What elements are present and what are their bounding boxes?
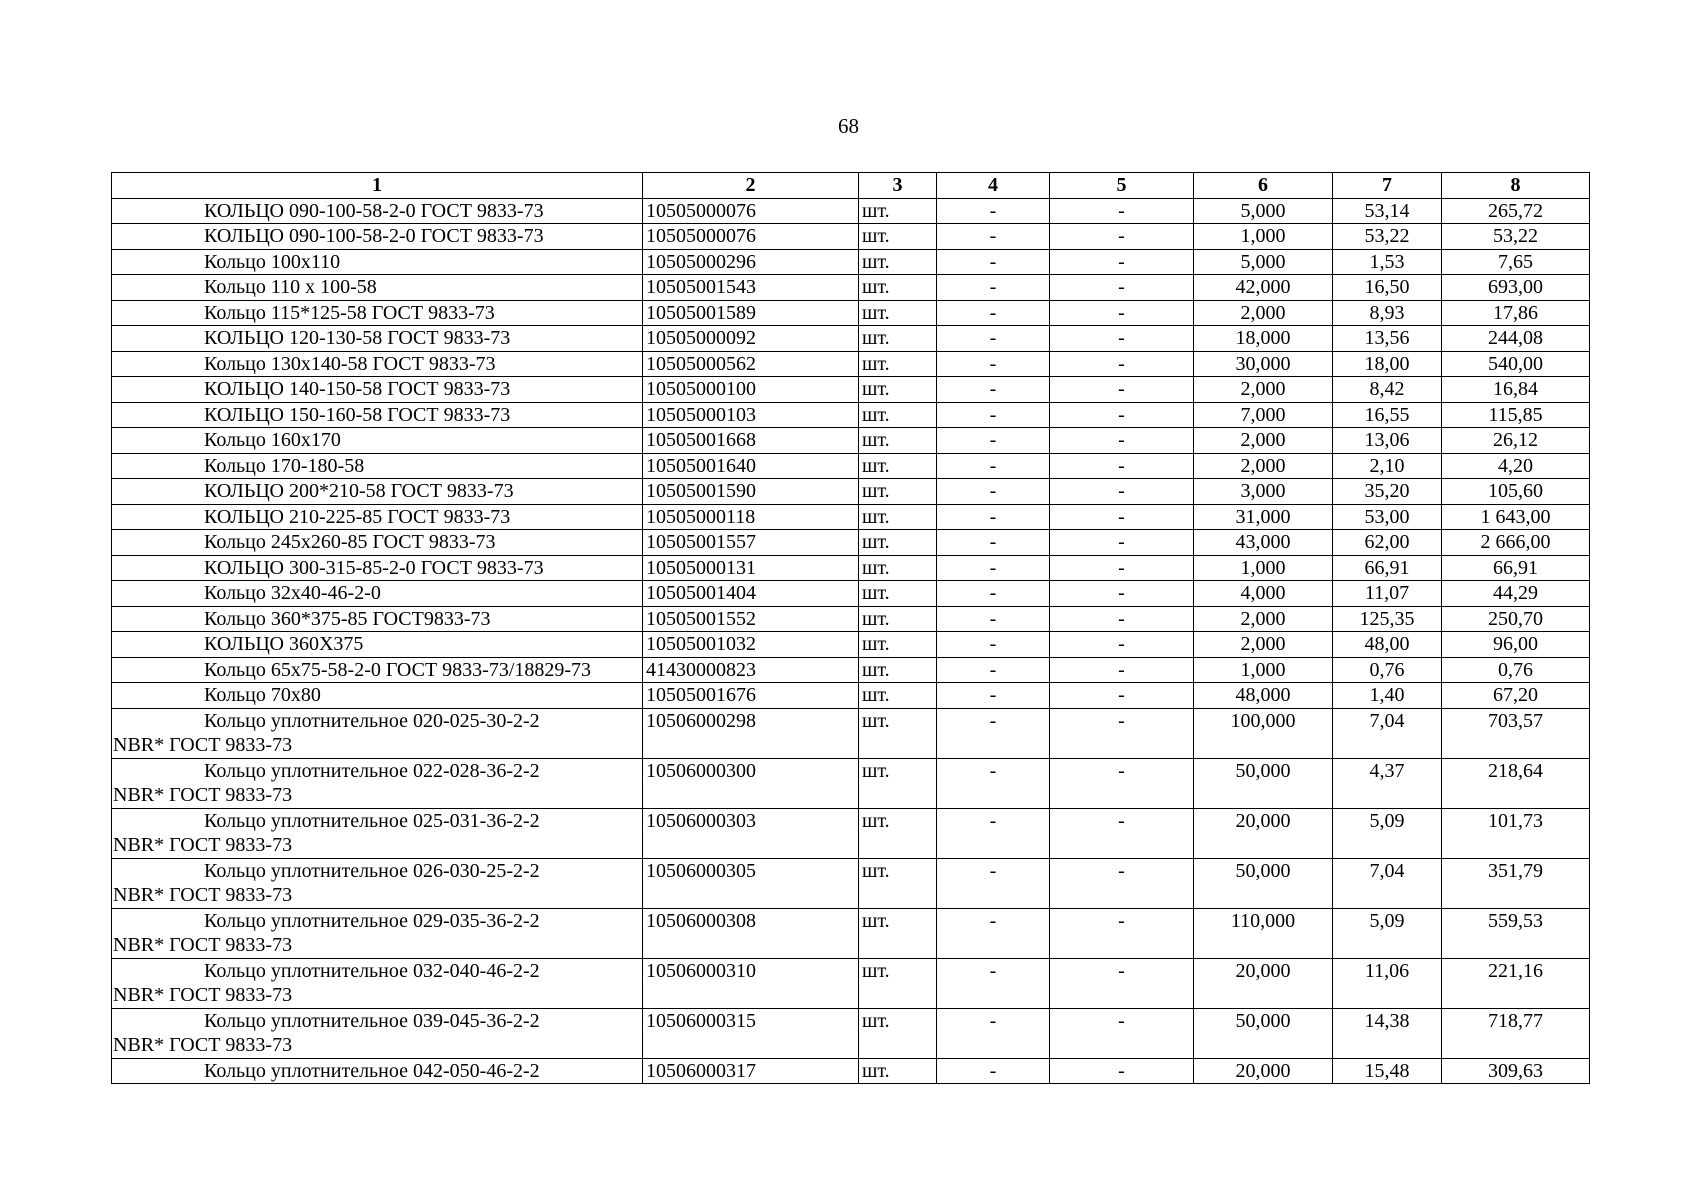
item-price: 14,38 xyxy=(1333,1008,1442,1058)
item-unit: шт. xyxy=(859,606,937,632)
item-unit: шт. xyxy=(859,224,937,250)
item-price: 11,07 xyxy=(1333,581,1442,607)
item-col4: - xyxy=(937,326,1050,352)
item-sum: 309,63 xyxy=(1442,1058,1590,1084)
item-code: 10505001640 xyxy=(643,453,859,479)
item-name-cell xyxy=(112,402,643,428)
item-unit: шт. xyxy=(859,428,937,454)
item-price: 66,91 xyxy=(1333,555,1442,581)
column-header: 5 xyxy=(1050,173,1194,199)
item-col4: - xyxy=(937,249,1050,275)
item-sum: 540,00 xyxy=(1442,351,1590,377)
item-unit: шт. xyxy=(859,1058,937,1084)
item-col5: - xyxy=(1050,300,1194,326)
item-name-continuation: NBR* ГОСТ 9833-73 xyxy=(113,934,293,956)
item-unit: шт. xyxy=(859,530,937,556)
table-row xyxy=(112,377,1590,403)
item-col5: - xyxy=(1050,758,1194,808)
item-name: КОЛЬЦО 360Х375 xyxy=(204,633,364,655)
table-row xyxy=(112,958,1590,1008)
item-name-cell xyxy=(112,530,643,556)
item-col5: - xyxy=(1050,224,1194,250)
item-name: Кольцо 170-180-58 xyxy=(204,454,365,477)
item-col5: - xyxy=(1050,377,1194,403)
item-unit: шт. xyxy=(859,858,937,908)
item-name: КОЛЬЦО 120-130-58 ГОСТ 9833-73 xyxy=(204,327,511,349)
item-unit: шт. xyxy=(859,958,937,1008)
item-quantity: 110,000 xyxy=(1194,908,1333,958)
item-quantity: 2,000 xyxy=(1194,632,1333,658)
item-sum: 718,77 xyxy=(1442,1008,1590,1058)
table-row xyxy=(112,606,1590,632)
item-name-cell xyxy=(112,249,643,275)
item-code: 10505000131 xyxy=(643,555,859,581)
item-quantity: 18,000 xyxy=(1194,326,1333,352)
item-sum: 0,76 xyxy=(1442,657,1590,683)
item-col4: - xyxy=(937,606,1050,632)
item-col5: - xyxy=(1050,581,1194,607)
item-code: 10505001557 xyxy=(643,530,859,556)
item-code: 10505000076 xyxy=(643,198,859,224)
table-row xyxy=(112,249,1590,275)
item-col4: - xyxy=(937,428,1050,454)
item-name: КОЛЬЦО 300-315-85-2-0 ГОСТ 9833-73 xyxy=(204,556,544,579)
item-unit: шт. xyxy=(859,479,937,505)
item-unit: шт. xyxy=(859,657,937,683)
item-name: Кольцо уплотнительное 032-040-46-2-2 xyxy=(204,959,540,982)
item-name: Кольцо 32х40-46-2-0 xyxy=(204,582,381,604)
item-sum: 66,91 xyxy=(1442,555,1590,581)
item-quantity: 2,000 xyxy=(1194,428,1333,454)
item-price: 2,10 xyxy=(1333,453,1442,479)
item-quantity: 48,000 xyxy=(1194,683,1333,709)
table-row xyxy=(112,402,1590,428)
item-name-cell xyxy=(112,479,643,505)
item-price: 4,37 xyxy=(1333,758,1442,808)
item-name-cell xyxy=(112,300,643,326)
item-price: 53,14 xyxy=(1333,198,1442,224)
item-sum: 221,16 xyxy=(1442,958,1590,1008)
item-quantity: 20,000 xyxy=(1194,808,1333,858)
item-name: Кольцо 65х75-58-2-0 ГОСТ 9833-73/18829-73 xyxy=(204,658,592,681)
item-col4: - xyxy=(937,504,1050,530)
table-row xyxy=(112,453,1590,479)
item-name-cell xyxy=(112,428,643,454)
item-price: 48,00 xyxy=(1333,632,1442,658)
item-unit: шт. xyxy=(859,402,937,428)
item-quantity: 1,000 xyxy=(1194,224,1333,250)
table-row xyxy=(112,275,1590,301)
item-quantity: 50,000 xyxy=(1194,758,1333,808)
item-col5: - xyxy=(1050,657,1194,683)
item-code: 10505000076 xyxy=(643,224,859,250)
item-code: 10505000562 xyxy=(643,351,859,377)
item-col5: - xyxy=(1050,504,1194,530)
item-col4: - xyxy=(937,351,1050,377)
item-code: 10506000310 xyxy=(643,958,859,1008)
inventory-table xyxy=(111,172,1590,1084)
item-name: Кольцо уплотнительное 025-031-36-2-2 xyxy=(204,809,540,832)
item-name-cell xyxy=(112,958,643,1008)
table-row xyxy=(112,555,1590,581)
item-name: Кольцо 160х170 xyxy=(204,429,341,451)
item-col5: - xyxy=(1050,275,1194,301)
item-code: 10505001543 xyxy=(643,275,859,301)
item-quantity: 7,000 xyxy=(1194,402,1333,428)
item-col4: - xyxy=(937,377,1050,403)
item-sum: 96,00 xyxy=(1442,632,1590,658)
item-unit: шт. xyxy=(859,708,937,758)
item-price: 18,00 xyxy=(1333,351,1442,377)
item-name-cell xyxy=(112,453,643,479)
item-code: 10505001589 xyxy=(643,300,859,326)
item-col5: - xyxy=(1050,908,1194,958)
item-quantity: 2,000 xyxy=(1194,606,1333,632)
item-price: 125,35 xyxy=(1333,606,1442,632)
item-name-continuation: NBR* ГОСТ 9833-73 xyxy=(113,1034,293,1056)
table-row xyxy=(112,479,1590,505)
item-col5: - xyxy=(1050,555,1194,581)
item-quantity: 2,000 xyxy=(1194,300,1333,326)
column-header: 7 xyxy=(1333,173,1442,199)
table-row xyxy=(112,581,1590,607)
item-unit: шт. xyxy=(859,632,937,658)
item-sum: 250,70 xyxy=(1442,606,1590,632)
column-header: 6 xyxy=(1194,173,1333,199)
item-name: Кольцо уплотнительное 022-028-36-2-2 xyxy=(204,759,540,782)
item-col5: - xyxy=(1050,683,1194,709)
item-sum: 559,53 xyxy=(1442,908,1590,958)
item-name-cell xyxy=(112,1058,643,1084)
item-name: Кольцо 360*375-85 ГОСТ9833-73 xyxy=(204,607,491,630)
item-sum: 16,84 xyxy=(1442,377,1590,403)
item-quantity: 5,000 xyxy=(1194,198,1333,224)
item-col5: - xyxy=(1050,351,1194,377)
item-name: КОЛЬЦО 150-160-58 ГОСТ 9833-73 xyxy=(204,403,511,426)
item-unit: шт. xyxy=(859,300,937,326)
item-quantity: 20,000 xyxy=(1194,1058,1333,1084)
item-code: 10505001552 xyxy=(643,606,859,632)
item-unit: шт. xyxy=(859,249,937,275)
header-row xyxy=(112,173,1590,199)
item-price: 35,20 xyxy=(1333,479,1442,505)
item-code: 10505000100 xyxy=(643,377,859,403)
item-quantity: 100,000 xyxy=(1194,708,1333,758)
item-col5: - xyxy=(1050,453,1194,479)
item-unit: шт. xyxy=(859,581,937,607)
item-price: 62,00 xyxy=(1333,530,1442,556)
item-code: 10506000303 xyxy=(643,808,859,858)
item-price: 53,00 xyxy=(1333,504,1442,530)
item-name-cell xyxy=(112,581,643,607)
item-code: 10505001668 xyxy=(643,428,859,454)
item-code: 10506000308 xyxy=(643,908,859,958)
item-sum: 351,79 xyxy=(1442,858,1590,908)
item-name-continuation: NBR* ГОСТ 9833-73 xyxy=(113,734,293,756)
item-price: 0,76 xyxy=(1333,657,1442,683)
item-sum: 53,22 xyxy=(1442,224,1590,250)
item-name-cell xyxy=(112,758,643,808)
item-name-cell xyxy=(112,858,643,908)
item-code: 10506000315 xyxy=(643,1008,859,1058)
item-name: Кольцо 245х260-85 ГОСТ 9833-73 xyxy=(204,531,496,553)
item-sum: 265,72 xyxy=(1442,198,1590,224)
item-name: Кольцо уплотнительное 020-025-30-2-2 xyxy=(204,709,540,732)
item-name: Кольцо 100х110 xyxy=(204,250,341,273)
item-col4: - xyxy=(937,479,1050,505)
item-col4: - xyxy=(937,530,1050,556)
item-col5: - xyxy=(1050,479,1194,505)
item-quantity: 50,000 xyxy=(1194,858,1333,908)
table-row xyxy=(112,708,1590,758)
item-quantity: 5,000 xyxy=(1194,249,1333,275)
item-col5: - xyxy=(1050,1058,1194,1084)
item-col5: - xyxy=(1050,428,1194,454)
item-col4: - xyxy=(937,555,1050,581)
item-col4: - xyxy=(937,402,1050,428)
item-code: 10506000300 xyxy=(643,758,859,808)
item-code: 10505000092 xyxy=(643,326,859,352)
item-col4: - xyxy=(937,275,1050,301)
item-col5: - xyxy=(1050,958,1194,1008)
item-col4: - xyxy=(937,908,1050,958)
item-sum: 101,73 xyxy=(1442,808,1590,858)
item-unit: шт. xyxy=(859,351,937,377)
item-price: 16,55 xyxy=(1333,402,1442,428)
item-code: 10505001404 xyxy=(643,581,859,607)
column-header: 2 xyxy=(643,173,859,199)
item-unit: шт. xyxy=(859,1008,937,1058)
item-name-cell xyxy=(112,555,643,581)
table-row xyxy=(112,758,1590,808)
item-col4: - xyxy=(937,581,1050,607)
item-name: Кольцо уплотнительное 039-045-36-2-2 xyxy=(204,1009,540,1032)
item-quantity: 2,000 xyxy=(1194,377,1333,403)
item-code: 10505001590 xyxy=(643,479,859,505)
item-price: 8,42 xyxy=(1333,377,1442,403)
item-sum: 105,60 xyxy=(1442,479,1590,505)
item-quantity: 50,000 xyxy=(1194,1008,1333,1058)
table-row xyxy=(112,351,1590,377)
item-quantity: 43,000 xyxy=(1194,530,1333,556)
item-name-cell xyxy=(112,657,643,683)
item-code: 10505001032 xyxy=(643,632,859,658)
item-code: 41430000823 xyxy=(643,657,859,683)
item-unit: шт. xyxy=(859,453,937,479)
item-quantity: 20,000 xyxy=(1194,958,1333,1008)
item-price: 5,09 xyxy=(1333,908,1442,958)
item-name: Кольцо 130х140-58 ГОСТ 9833-73 xyxy=(204,352,496,375)
item-name: КОЛЬЦО 210-225-85 ГОСТ 9833-73 xyxy=(204,505,511,528)
table-row xyxy=(112,632,1590,658)
item-col5: - xyxy=(1050,606,1194,632)
item-sum: 244,08 xyxy=(1442,326,1590,352)
item-unit: шт. xyxy=(859,758,937,808)
item-name-cell xyxy=(112,224,643,250)
table-row xyxy=(112,530,1590,556)
page-number: 68 xyxy=(838,114,859,138)
column-header: 3 xyxy=(859,173,937,199)
item-unit: шт. xyxy=(859,908,937,958)
item-name-cell xyxy=(112,377,643,403)
item-sum: 1 643,00 xyxy=(1442,504,1590,530)
table-row xyxy=(112,858,1590,908)
item-name-cell xyxy=(112,326,643,352)
item-name-cell xyxy=(112,632,643,658)
table-row xyxy=(112,683,1590,709)
item-name: Кольцо 115*125-58 ГОСТ 9833-73 xyxy=(204,301,495,324)
table-row xyxy=(112,300,1590,326)
item-quantity: 42,000 xyxy=(1194,275,1333,301)
item-unit: шт. xyxy=(859,326,937,352)
item-code: 10506000317 xyxy=(643,1058,859,1084)
column-header: 1 xyxy=(112,173,643,199)
item-name: КОЛЬЦО 140-150-58 ГОСТ 9833-73 xyxy=(204,378,511,400)
item-col5: - xyxy=(1050,1008,1194,1058)
item-code: 10506000305 xyxy=(643,858,859,908)
item-name-continuation: NBR* ГОСТ 9833-73 xyxy=(113,984,293,1006)
item-sum: 115,85 xyxy=(1442,402,1590,428)
item-name: Кольцо 110 х 100-58 xyxy=(204,276,377,298)
item-name-cell xyxy=(112,351,643,377)
item-name-continuation: NBR* ГОСТ 9833-73 xyxy=(113,784,293,806)
table-row xyxy=(112,1008,1590,1058)
item-code: 10505001676 xyxy=(643,683,859,709)
item-unit: шт. xyxy=(859,555,937,581)
item-code: 10505000103 xyxy=(643,402,859,428)
item-col4: - xyxy=(937,683,1050,709)
item-name-cell xyxy=(112,275,643,301)
item-price: 13,06 xyxy=(1333,428,1442,454)
item-code: 10505000118 xyxy=(643,504,859,530)
item-name-cell xyxy=(112,808,643,858)
item-price: 53,22 xyxy=(1333,224,1442,250)
table-row xyxy=(112,504,1590,530)
table-row xyxy=(112,224,1590,250)
item-unit: шт. xyxy=(859,377,937,403)
table-row xyxy=(112,808,1590,858)
table-row xyxy=(112,326,1590,352)
item-col5: - xyxy=(1050,326,1194,352)
item-unit: шт. xyxy=(859,275,937,301)
item-name-cell xyxy=(112,504,643,530)
item-name-cell xyxy=(112,908,643,958)
item-sum: 67,20 xyxy=(1442,683,1590,709)
item-sum: 703,57 xyxy=(1442,708,1590,758)
item-col4: - xyxy=(937,858,1050,908)
item-sum: 17,86 xyxy=(1442,300,1590,326)
item-col5: - xyxy=(1050,402,1194,428)
item-sum: 4,20 xyxy=(1442,453,1590,479)
item-price: 7,04 xyxy=(1333,708,1442,758)
item-col5: - xyxy=(1050,530,1194,556)
item-col4: - xyxy=(937,958,1050,1008)
item-name: Кольцо уплотнительное 042-050-46-2-2 xyxy=(204,1059,540,1082)
item-name: Кольцо 70х80 xyxy=(204,684,321,706)
item-col5: - xyxy=(1050,808,1194,858)
item-code: 10505000296 xyxy=(643,249,859,275)
item-col4: - xyxy=(937,632,1050,658)
item-price: 13,56 xyxy=(1333,326,1442,352)
item-sum: 44,29 xyxy=(1442,581,1590,607)
item-quantity: 1,000 xyxy=(1194,657,1333,683)
item-name: КОЛЬЦО 200*210-58 ГОСТ 9833-73 xyxy=(204,480,514,502)
table-body xyxy=(112,198,1590,1084)
item-col5: - xyxy=(1050,858,1194,908)
table-row xyxy=(112,198,1590,224)
item-quantity: 3,000 xyxy=(1194,479,1333,505)
item-price: 16,50 xyxy=(1333,275,1442,301)
item-sum: 26,12 xyxy=(1442,428,1590,454)
item-name: Кольцо уплотнительное 026-030-25-2-2 xyxy=(204,859,540,882)
item-col4: - xyxy=(937,1008,1050,1058)
item-col4: - xyxy=(937,708,1050,758)
item-col5: - xyxy=(1050,708,1194,758)
item-col4: - xyxy=(937,657,1050,683)
table-row xyxy=(112,657,1590,683)
item-unit: шт. xyxy=(859,198,937,224)
item-name-cell xyxy=(112,606,643,632)
item-quantity: 4,000 xyxy=(1194,581,1333,607)
item-col4: - xyxy=(937,198,1050,224)
item-price: 11,06 xyxy=(1333,958,1442,1008)
item-col4: - xyxy=(937,758,1050,808)
item-quantity: 31,000 xyxy=(1194,504,1333,530)
item-name: Кольцо уплотнительное 029-035-36-2-2 xyxy=(204,909,540,932)
item-name: КОЛЬЦО 090-100-58-2-0 ГОСТ 9833-73 xyxy=(204,199,544,222)
item-sum: 693,00 xyxy=(1442,275,1590,301)
item-unit: шт. xyxy=(859,808,937,858)
item-quantity: 1,000 xyxy=(1194,555,1333,581)
item-unit: шт. xyxy=(859,683,937,709)
item-name: КОЛЬЦО 090-100-58-2-0 ГОСТ 9833-73 xyxy=(204,225,544,247)
item-col5: - xyxy=(1050,632,1194,658)
table-row xyxy=(112,1058,1590,1084)
item-name-cell xyxy=(112,198,643,224)
item-sum: 2 666,00 xyxy=(1442,530,1590,556)
item-price: 5,09 xyxy=(1333,808,1442,858)
item-price: 8,93 xyxy=(1333,300,1442,326)
item-price: 1,40 xyxy=(1333,683,1442,709)
table-row xyxy=(112,908,1590,958)
item-quantity: 30,000 xyxy=(1194,351,1333,377)
item-price: 15,48 xyxy=(1333,1058,1442,1084)
item-name-cell xyxy=(112,708,643,758)
item-sum: 218,64 xyxy=(1442,758,1590,808)
item-name-cell xyxy=(112,1008,643,1058)
item-col4: - xyxy=(937,808,1050,858)
column-header: 8 xyxy=(1442,173,1590,199)
column-header: 4 xyxy=(937,173,1050,199)
table-row xyxy=(112,428,1590,454)
item-col4: - xyxy=(937,224,1050,250)
item-sum: 7,65 xyxy=(1442,249,1590,275)
item-col4: - xyxy=(937,1058,1050,1084)
item-quantity: 2,000 xyxy=(1194,453,1333,479)
item-unit: шт. xyxy=(859,504,937,530)
item-col4: - xyxy=(937,300,1050,326)
item-price: 1,53 xyxy=(1333,249,1442,275)
item-col5: - xyxy=(1050,249,1194,275)
item-name-continuation: NBR* ГОСТ 9833-73 xyxy=(113,834,293,856)
item-name-cell xyxy=(112,683,643,709)
item-code: 10506000298 xyxy=(643,708,859,758)
item-col5: - xyxy=(1050,198,1194,224)
item-price: 7,04 xyxy=(1333,858,1442,908)
item-name-continuation: NBR* ГОСТ 9833-73 xyxy=(113,884,293,906)
item-col4: - xyxy=(937,453,1050,479)
